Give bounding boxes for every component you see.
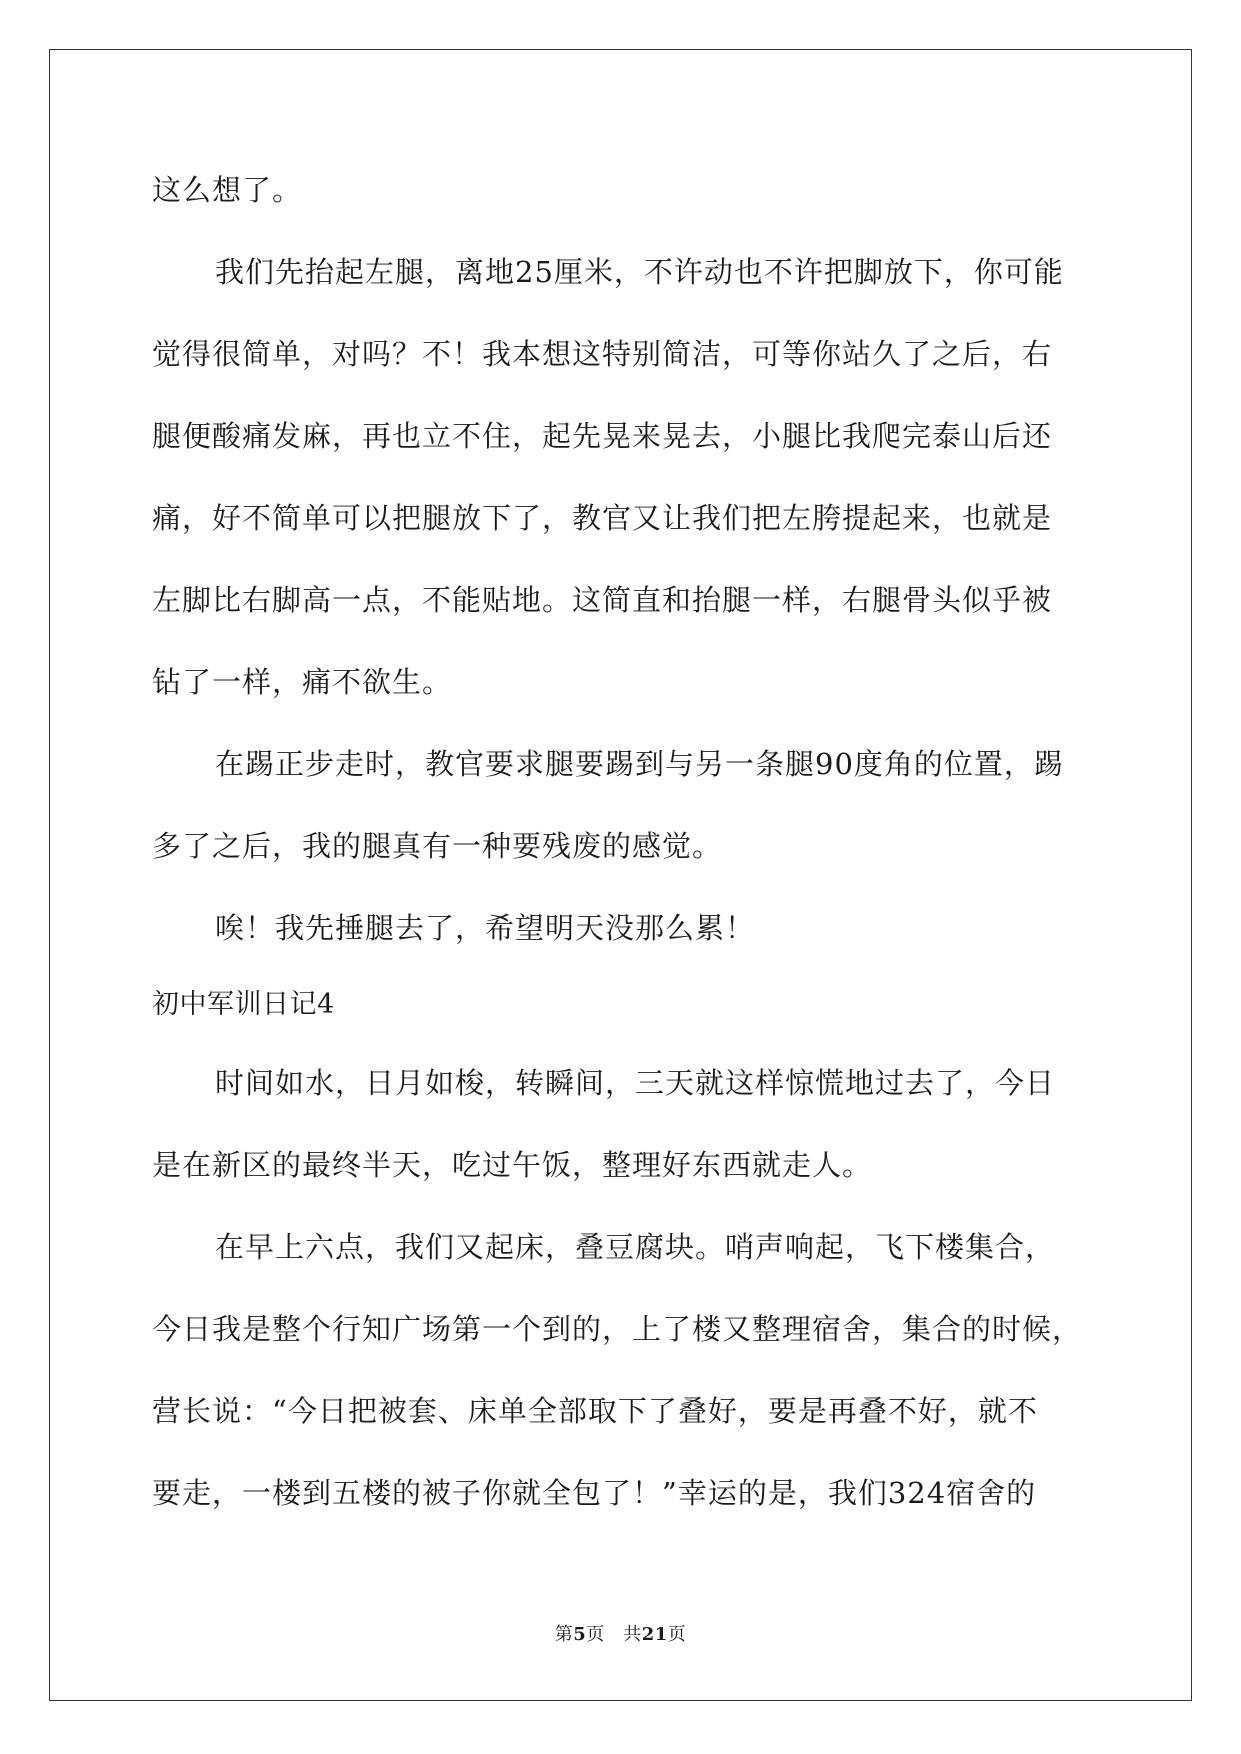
text-line-13: 是在新区的最终半天，吃过午饭，整理好东西就走人。 [152, 1148, 873, 1182]
current-page-number: 5 [573, 1624, 587, 1645]
text-line-14: 在早上六点，我们又起床，叠豆腐块。哨声响起，飞下楼集合， [215, 1230, 1056, 1264]
section-heading: 初中军训日记4 [152, 989, 335, 1020]
text-line-2: 我们先抬起左腿，离地25厘米，不许动也不许把脚放下，你可能 [215, 255, 1064, 289]
text-line-10: 唉！我先捶腿去了，希望明天没那么累！ [215, 911, 756, 945]
text-line-9: 多了之后，我的腿真有一种要残废的感觉。 [152, 829, 723, 863]
text-line-3: 觉得很简单，对吗？不！我本想这特别简洁，可等你站久了之后，右 [152, 337, 1053, 371]
text-line-17: 要走，一楼到五楼的被子你就全包了！”幸运的是，我们324宿舍的 [152, 1476, 1037, 1510]
text-line-4: 腿便酸痛发麻，再也立不住，起先晃来晃去，小腿比我爬完泰山后还 [152, 419, 1053, 453]
text-line-8: 在踢正步走时，教官要求腿要踢到与另一条腿90度角的位置，踢 [215, 747, 1064, 781]
text-line-6: 左脚比右脚高一点，不能贴地。这简直和抬腿一样，右腿骨头似乎被 [152, 583, 1053, 617]
footer-prefix: 第 [554, 1624, 574, 1645]
text-line-7: 钻了一样，痛不欲生。 [152, 665, 453, 699]
text-line-16: 营长说：“今日把被套、床单全部取下了叠好，要是再叠不好，就不 [152, 1394, 1038, 1428]
page-footer [0, 1622, 1241, 1648]
text-line-5: 痛，好不简单可以把腿放下了，教官又让我们把左胯提起来，也就是 [152, 501, 1053, 535]
total-page-count: 21 [641, 1624, 668, 1645]
footer-suffix: 页 [667, 1624, 687, 1645]
footer-mid: 页 共 [586, 1624, 642, 1645]
text-line-15: 今日我是整个行知广场第一个到的，上了楼又整理宿舍，集合的时候， [152, 1312, 1083, 1346]
page-border [49, 49, 1192, 1701]
text-line-1: 这么想了。 [152, 173, 303, 207]
text-line-12: 时间如水，日月如梭，转瞬间，三天就这样惊慌地过去了，今日 [215, 1066, 1056, 1100]
